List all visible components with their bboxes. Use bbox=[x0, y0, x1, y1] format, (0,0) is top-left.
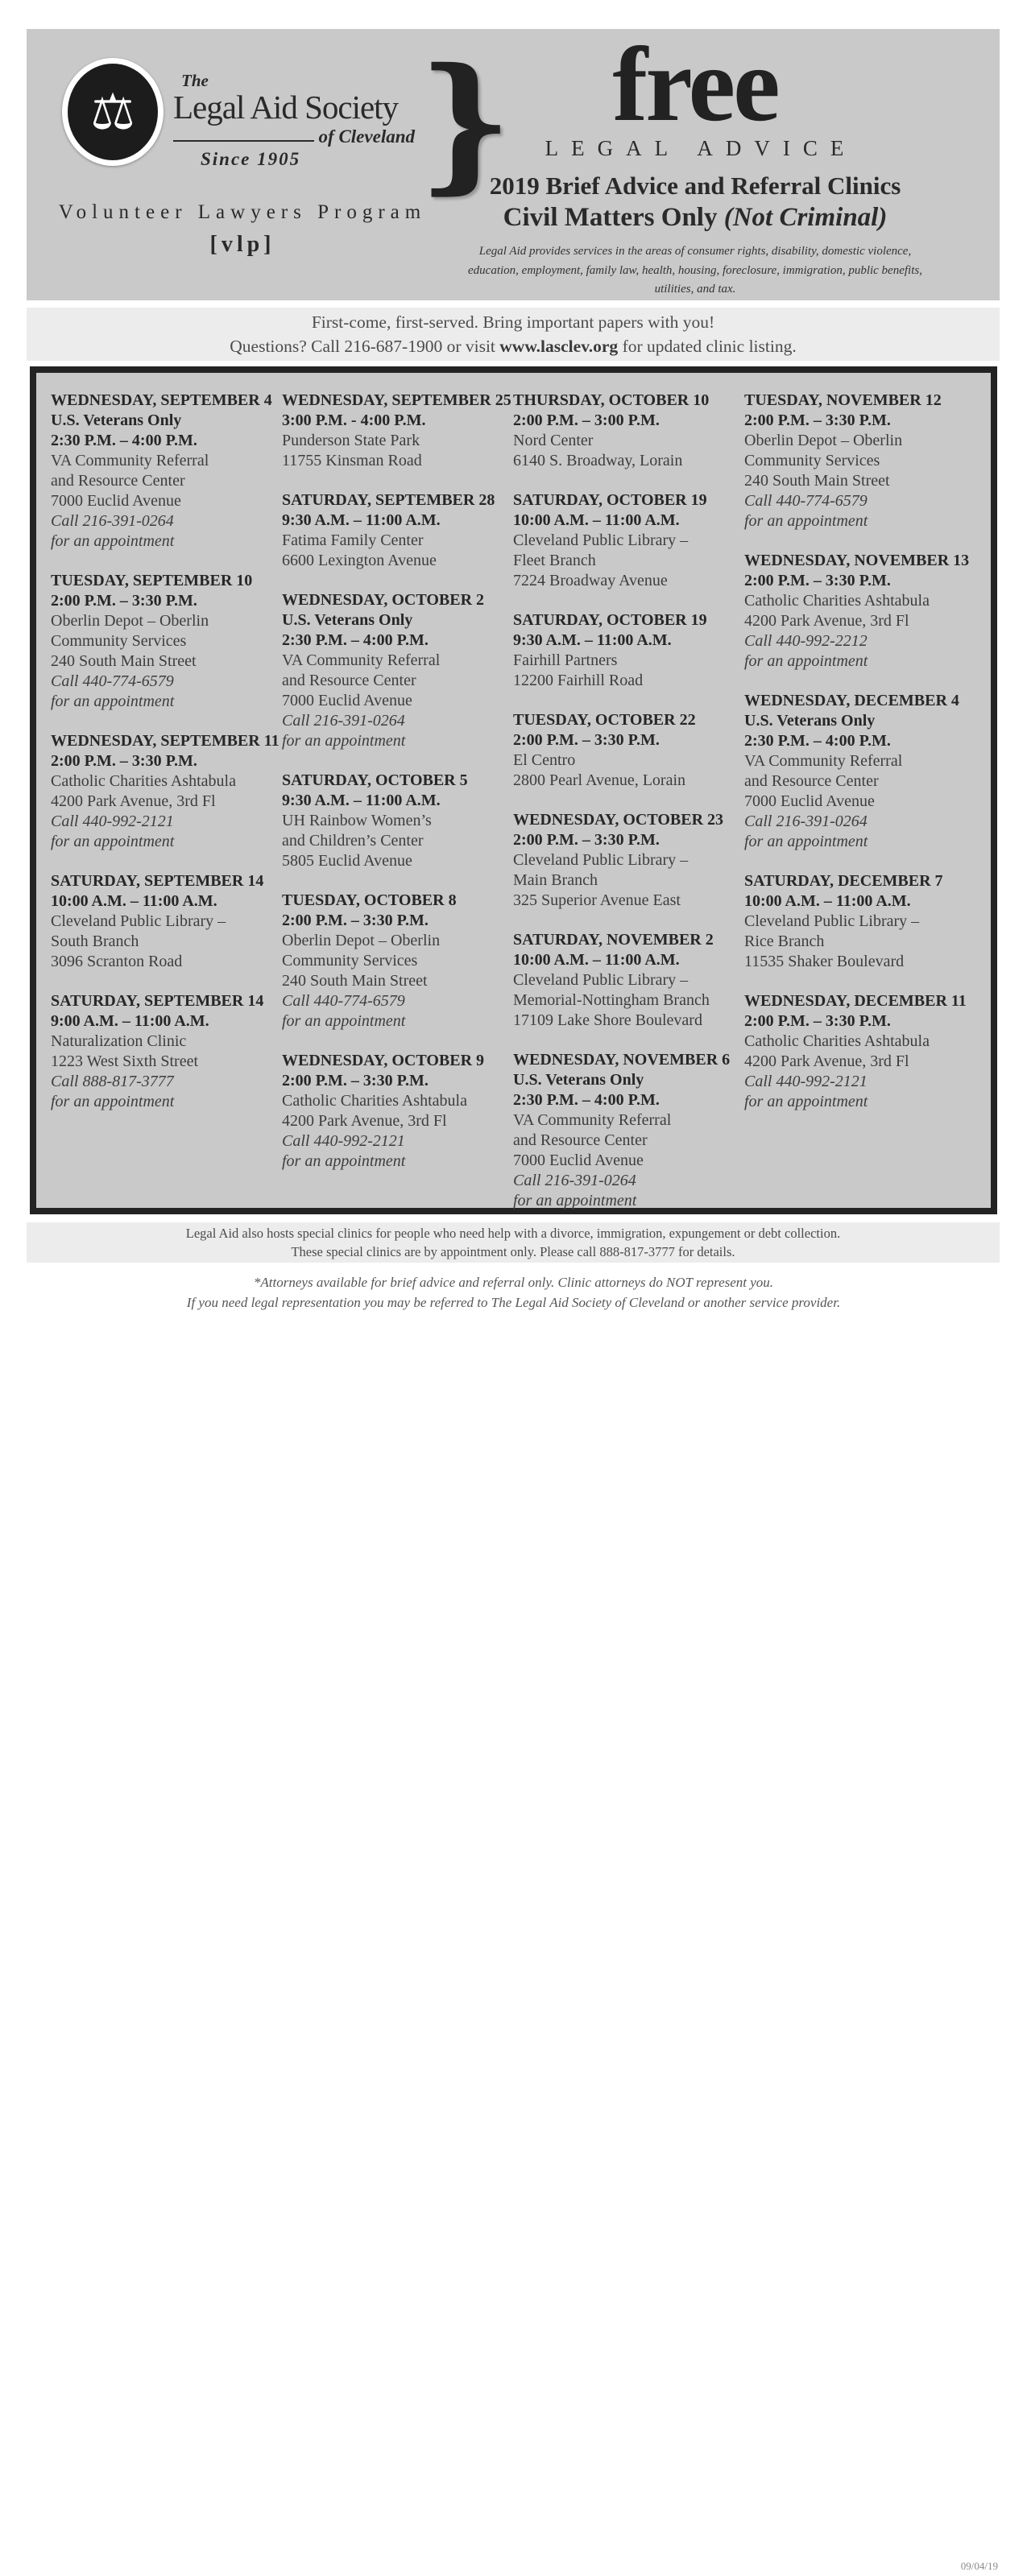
clinic-line-body: Cleveland Public Library – bbox=[513, 971, 689, 989]
clinic-line-body: 240 South Main Street bbox=[51, 652, 197, 670]
civil-matters-text: Civil Matters Only bbox=[503, 203, 724, 233]
clinic-line-bold: U.S. Veterans Only bbox=[51, 411, 182, 429]
clinic-line-head: WEDNESDAY, SEPTEMBER 11 bbox=[51, 732, 280, 750]
clinic-line-italic: Call 440-774-6579 bbox=[51, 672, 174, 690]
clinic-line-head: SATURDAY, OCTOBER 5 bbox=[282, 771, 468, 789]
clinic-line-body: Fairhill Partners bbox=[513, 651, 618, 669]
clinic-line-body: 11535 Shaker Boulevard bbox=[744, 953, 905, 970]
clinic-column bbox=[505, 391, 736, 1208]
clinic-line-head: THURSDAY, OCTOBER 10 bbox=[513, 391, 710, 409]
clinic-line-body: Community Services bbox=[744, 452, 880, 469]
services-description bbox=[453, 242, 937, 299]
clinic-line-body: VA Community Referral bbox=[282, 651, 441, 669]
clinic-line-body: 12200 Fairhill Road bbox=[513, 672, 644, 689]
clinic-line-italic: Call 888-817-3777 bbox=[51, 1073, 174, 1090]
clinic-line-italic: for an appointment bbox=[51, 532, 175, 550]
clinic-entry bbox=[513, 610, 736, 691]
clinic-line-italic: Call 216-391-0264 bbox=[282, 712, 405, 730]
clinic-entry bbox=[282, 771, 505, 871]
clinic-line-head: TUESDAY, OCTOBER 8 bbox=[282, 891, 457, 909]
clinic-entry bbox=[513, 391, 736, 471]
clinic-line-body: VA Community Referral bbox=[513, 1111, 672, 1129]
clinic-entry bbox=[513, 810, 736, 911]
clinics-title: 2019 Brief Advice and Referral Clinics bbox=[489, 172, 901, 201]
services-line-2: education, employment, family law, health, housing, foreclosure, immigration, public benefits, utilities, and tax. bbox=[468, 263, 922, 296]
clinic-line-body: 5805 Euclid Avenue bbox=[282, 852, 412, 870]
clinic-line-body: and Resource Center bbox=[282, 672, 416, 689]
clinic-line-italic: for an appointment bbox=[51, 833, 175, 850]
clinic-line-head: WEDNESDAY, DECEMBER 11 bbox=[744, 992, 967, 1010]
clinic-column bbox=[43, 391, 280, 1208]
program-abbr: [vlp] bbox=[209, 232, 275, 257]
clinic-entry bbox=[744, 871, 967, 972]
footnotes bbox=[0, 1272, 1027, 2572]
banner-website: www.lasclev.org bbox=[499, 337, 619, 356]
clinic-line-italic: for an appointment bbox=[744, 652, 868, 670]
clinic-line-body: and Resource Center bbox=[51, 472, 185, 490]
clinic-line-bold: 2:30 P.M. – 4:00 P.M. bbox=[282, 631, 429, 649]
clinic-line-bold: U.S. Veterans Only bbox=[513, 1071, 644, 1089]
clinic-line-bold: 2:00 P.M. – 3:30 P.M. bbox=[282, 1072, 429, 1090]
clinic-line-italic: for an appointment bbox=[744, 1093, 868, 1110]
logo-since: Since 1905 bbox=[201, 148, 301, 169]
clinic-line-head: WEDNESDAY, SEPTEMBER 4 bbox=[51, 391, 272, 409]
clinic-line-italic: Call 216-391-0264 bbox=[51, 512, 174, 530]
clinic-line-head: TUESDAY, SEPTEMBER 10 bbox=[51, 572, 253, 589]
clinic-line-bold: 2:30 P.M. – 4:00 P.M. bbox=[51, 432, 197, 449]
civil-matters-title bbox=[453, 203, 937, 233]
clinic-line-italic: Call 440-992-2121 bbox=[51, 812, 174, 830]
clinic-line-head: WEDNESDAY, OCTOBER 9 bbox=[282, 1052, 485, 1069]
footer-band bbox=[27, 1222, 1000, 1263]
clinic-line-italic: for an appointment bbox=[282, 1012, 406, 1030]
clinic-line-italic: Call 440-992-2121 bbox=[744, 1073, 868, 1090]
clinic-line-head: WEDNESDAY, DECEMBER 4 bbox=[744, 692, 959, 709]
clinic-line-body: 7000 Euclid Avenue bbox=[51, 492, 181, 510]
footer-band-line-2: These special clinics are by appointment only. Please call 888-817-3777 for details. bbox=[291, 1244, 735, 1259]
clinic-entry bbox=[282, 891, 505, 1032]
logo-rule bbox=[173, 140, 314, 142]
clinic-entry bbox=[282, 1051, 505, 1172]
clinic-line-body: Nord Center bbox=[513, 432, 594, 449]
clinic-line-body: Cleveland Public Library – bbox=[744, 912, 920, 930]
clinic-line-italic: Call 440-992-2121 bbox=[282, 1132, 405, 1150]
clinic-line-italic: Call 216-391-0264 bbox=[744, 812, 868, 830]
clinic-line-body: and Resource Center bbox=[744, 772, 879, 790]
clinic-line-body: 7000 Euclid Avenue bbox=[513, 1152, 644, 1169]
clinic-line-body: Main Branch bbox=[513, 871, 598, 889]
clinic-line-bold: 2:00 P.M. – 3:30 P.M. bbox=[744, 1012, 891, 1030]
clinic-line-body: VA Community Referral bbox=[744, 752, 903, 770]
clinic-line-body: UH Rainbow Women’s bbox=[282, 812, 432, 829]
clinic-line-bold: 2:00 P.M. – 3:30 P.M. bbox=[744, 572, 891, 589]
clinic-line-italic: for an appointment bbox=[282, 1152, 406, 1170]
clinic-line-body: 1223 West Sixth Street bbox=[51, 1052, 199, 1070]
clinic-line-bold: 2:00 P.M. – 3:30 P.M. bbox=[51, 592, 197, 610]
info-banner bbox=[27, 308, 1000, 361]
clinic-column bbox=[736, 391, 970, 1208]
clinic-line-head: WEDNESDAY, NOVEMBER 6 bbox=[513, 1051, 731, 1069]
clinic-line-bold: 2:00 P.M. – 3:30 P.M. bbox=[282, 912, 429, 929]
clinic-line-body: Memorial-Nottingham Branch bbox=[513, 991, 710, 1009]
clinic-line-body: 4200 Park Avenue, 3rd Fl bbox=[51, 792, 216, 810]
clinic-entry bbox=[513, 490, 736, 591]
clinic-line-bold: 2:00 P.M. – 3:30 P.M. bbox=[51, 752, 197, 770]
clinic-line-italic: Call 216-391-0264 bbox=[513, 1172, 636, 1189]
revision-date: 09/04/19 bbox=[960, 2560, 998, 2572]
not-criminal-text: (Not Criminal) bbox=[723, 203, 888, 233]
clinic-line-bold: 2:30 P.M. – 4:00 P.M. bbox=[513, 1091, 660, 1109]
clinic-line-body: 2800 Pearl Avenue, Lorain bbox=[513, 771, 686, 789]
logo-wordmark bbox=[173, 71, 415, 170]
clinic-line-body: Punderson State Park bbox=[282, 432, 420, 449]
logo-of-row bbox=[173, 126, 415, 147]
headline-block bbox=[453, 25, 937, 299]
clinic-entry bbox=[744, 991, 967, 1112]
clinic-entry bbox=[744, 691, 967, 852]
clinic-line-italic: for an appointment bbox=[282, 732, 406, 750]
clinic-line-body: Catholic Charities Ashtabula bbox=[744, 592, 930, 610]
clinic-line-body: VA Community Referral bbox=[51, 452, 209, 469]
clinic-line-head: WEDNESDAY, OCTOBER 23 bbox=[513, 811, 724, 829]
clinic-entry bbox=[744, 391, 967, 531]
clinic-line-body: Community Services bbox=[51, 632, 187, 650]
free-headline: free bbox=[612, 25, 778, 143]
footnote-line-2: If you need legal representation you may be referred to The Legal Aid Society of Cleveland or another service provider. bbox=[186, 1295, 841, 1310]
clinic-entry bbox=[744, 551, 970, 672]
clinic-line-head: WEDNESDAY, OCTOBER 2 bbox=[282, 591, 485, 609]
footnote-line-1: *Attorneys available for brief advice and referral only. Clinic attorneys do NOT represent you. bbox=[253, 1275, 774, 1290]
clinic-line-bold: 9:30 A.M. – 11:00 A.M. bbox=[282, 511, 441, 529]
clinic-line-italic: for an appointment bbox=[51, 1093, 175, 1110]
logo-the: The bbox=[181, 71, 209, 90]
clinic-line-body: and Children’s Center bbox=[282, 832, 424, 850]
clinic-line-body: 11755 Kinsman Road bbox=[282, 452, 422, 469]
clinic-line-body: Naturalization Clinic bbox=[51, 1032, 187, 1050]
clinic-line-head: SATURDAY, SEPTEMBER 14 bbox=[51, 872, 264, 890]
clinic-line-head: SATURDAY, NOVEMBER 2 bbox=[513, 931, 714, 949]
banner-line-1: First-come, first-served. Bring important papers with you! bbox=[311, 312, 715, 332]
clinic-line-bold: U.S. Veterans Only bbox=[744, 712, 876, 730]
clinic-line-body: South Branch bbox=[51, 932, 139, 950]
clinic-line-body: 4200 Park Avenue, 3rd Fl bbox=[744, 612, 909, 630]
clinic-line-italic: for an appointment bbox=[513, 1192, 637, 1209]
clinic-line-head: SATURDAY, OCTOBER 19 bbox=[513, 491, 707, 509]
clinic-line-body: 6140 S. Broadway, Lorain bbox=[513, 452, 683, 469]
clinic-line-head: WEDNESDAY, NOVEMBER 13 bbox=[744, 552, 970, 569]
clinic-line-bold: 10:00 A.M. – 11:00 A.M. bbox=[513, 511, 680, 529]
banner-line-2-prefix: Questions? Call 216-687-1900 or visit bbox=[230, 337, 500, 356]
clinic-line-body: Catholic Charities Ashtabula bbox=[744, 1032, 930, 1050]
clinic-line-bold: 10:00 A.M. – 11:00 A.M. bbox=[51, 892, 217, 910]
clinic-line-body: Catholic Charities Ashtabula bbox=[51, 772, 236, 790]
clinic-line-body: 240 South Main Street bbox=[282, 972, 428, 990]
clinic-line-body: 4200 Park Avenue, 3rd Fl bbox=[282, 1112, 447, 1130]
clinic-line-head: TUESDAY, OCTOBER 22 bbox=[513, 711, 696, 729]
clinic-entry bbox=[513, 710, 736, 791]
clinic-line-bold: 10:00 A.M. – 11:00 A.M. bbox=[513, 951, 680, 969]
clinic-entry bbox=[513, 930, 736, 1031]
clinic-line-italic: for an appointment bbox=[51, 693, 175, 710]
clinic-line-body: Rice Branch bbox=[744, 932, 825, 950]
clinic-column bbox=[274, 391, 511, 1208]
clinic-entry bbox=[51, 871, 274, 972]
clinic-line-body: and Resource Center bbox=[513, 1131, 648, 1149]
legal-advice-subtitle: LEGAL ADVICE bbox=[545, 136, 857, 161]
clinic-line-body: El Centro bbox=[513, 751, 576, 769]
clinic-line-bold: 3:00 P.M. - 4:00 P.M. bbox=[282, 411, 426, 429]
clinic-entry bbox=[513, 1050, 736, 1211]
clinic-line-bold: 2:00 P.M. – 3:00 P.M. bbox=[513, 411, 660, 429]
clinic-line-body: Oberlin Depot – Oberlin bbox=[282, 932, 441, 949]
clinic-line-bold: 10:00 A.M. – 11:00 A.M. bbox=[744, 892, 911, 910]
clinic-line-body: Cleveland Public Library – bbox=[513, 851, 689, 869]
clinic-line-head: SATURDAY, OCTOBER 19 bbox=[513, 611, 707, 629]
clinic-line-head: WEDNESDAY, SEPTEMBER 25 bbox=[282, 391, 511, 409]
program-block bbox=[48, 201, 437, 258]
program-title: Volunteer Lawyers Program bbox=[58, 201, 427, 223]
clinic-entry bbox=[51, 731, 280, 852]
clinic-line-bold: 2:00 P.M. – 3:30 P.M. bbox=[513, 831, 660, 849]
clinic-line-head: TUESDAY, NOVEMBER 12 bbox=[744, 391, 942, 409]
clinic-line-body: Catholic Charities Ashtabula bbox=[282, 1092, 467, 1110]
clinic-line-head: SATURDAY, SEPTEMBER 14 bbox=[51, 992, 264, 1010]
clinic-line-italic: for an appointment bbox=[744, 512, 868, 530]
clinic-entry bbox=[282, 490, 505, 571]
clinic-line-body: 7224 Broadway Avenue bbox=[513, 572, 668, 589]
clinic-line-body: Cleveland Public Library – bbox=[51, 912, 226, 930]
clinic-line-body: Fleet Branch bbox=[513, 552, 596, 569]
footer-band-line-1: Legal Aid also hosts special clinics for people who need help with a divorce, immigration, expungement or debt collection. bbox=[185, 1226, 841, 1241]
logo-name: Legal Aid Society bbox=[173, 89, 399, 126]
clinic-line-bold: 2:00 P.M. – 3:30 P.M. bbox=[744, 411, 891, 429]
clinic-entry bbox=[282, 590, 505, 751]
clinic-line-body: 17109 Lake Shore Boulevard bbox=[513, 1011, 702, 1029]
banner-line-2-suffix: for updated clinic listing. bbox=[618, 337, 797, 356]
legal-aid-logo bbox=[62, 58, 164, 166]
clinic-line-bold: 2:30 P.M. – 4:00 P.M. bbox=[744, 732, 891, 750]
clinic-line-bold: 9:00 A.M. – 11:00 A.M. bbox=[51, 1012, 209, 1030]
clinic-line-body: 325 Superior Avenue East bbox=[513, 891, 681, 909]
clinic-line-bold: 2:00 P.M. – 3:30 P.M. bbox=[513, 731, 660, 749]
header-panel bbox=[27, 25, 1000, 300]
clinic-line-body: 4200 Park Avenue, 3rd Fl bbox=[744, 1052, 909, 1070]
clinic-line-italic: for an appointment bbox=[744, 833, 868, 850]
lady-justice-scales-icon: ⚖ bbox=[90, 82, 135, 141]
clinic-line-italic: Call 440-992-2212 bbox=[744, 632, 868, 650]
clinic-line-head: SATURDAY, DECEMBER 7 bbox=[744, 872, 943, 890]
clinic-line-body: Oberlin Depot – Oberlin bbox=[744, 432, 903, 449]
clinic-line-bold: 9:30 A.M. – 11:00 A.M. bbox=[513, 631, 672, 649]
clinic-line-body: Fatima Family Center bbox=[282, 531, 424, 549]
clinic-line-bold: 9:30 A.M. – 11:00 A.M. bbox=[282, 792, 441, 809]
brace-decoration: } bbox=[418, 35, 513, 208]
clinic-line-body: 3096 Scranton Road bbox=[51, 953, 183, 970]
clinic-line-body: Oberlin Depot – Oberlin bbox=[51, 612, 209, 630]
clinic-line-body: 7000 Euclid Avenue bbox=[282, 692, 412, 709]
clinic-entry bbox=[51, 391, 274, 552]
clinic-line-body: Cleveland Public Library – bbox=[513, 531, 689, 549]
banner-line-2 bbox=[27, 334, 1000, 358]
clinic-line-body: 7000 Euclid Avenue bbox=[744, 792, 875, 810]
clinic-entry bbox=[282, 391, 511, 471]
clinics-box bbox=[30, 366, 997, 1214]
clinic-line-body: 240 South Main Street bbox=[744, 472, 890, 490]
logo-location: of Cleveland bbox=[318, 126, 415, 147]
clinic-entry bbox=[51, 991, 274, 1112]
services-line-1: Legal Aid provides services in the areas of consumer rights, disability, domestic violence, bbox=[478, 245, 912, 258]
clinic-line-bold: U.S. Veterans Only bbox=[282, 611, 413, 629]
clinic-line-italic: Call 440-774-6579 bbox=[744, 492, 868, 510]
clinic-line-body: 6600 Lexington Avenue bbox=[282, 552, 437, 569]
clinic-line-head: SATURDAY, SEPTEMBER 28 bbox=[282, 491, 495, 509]
clinic-line-body: Community Services bbox=[282, 952, 418, 970]
clinic-line-italic: Call 440-774-6579 bbox=[282, 992, 405, 1010]
clinic-entry bbox=[51, 571, 274, 712]
